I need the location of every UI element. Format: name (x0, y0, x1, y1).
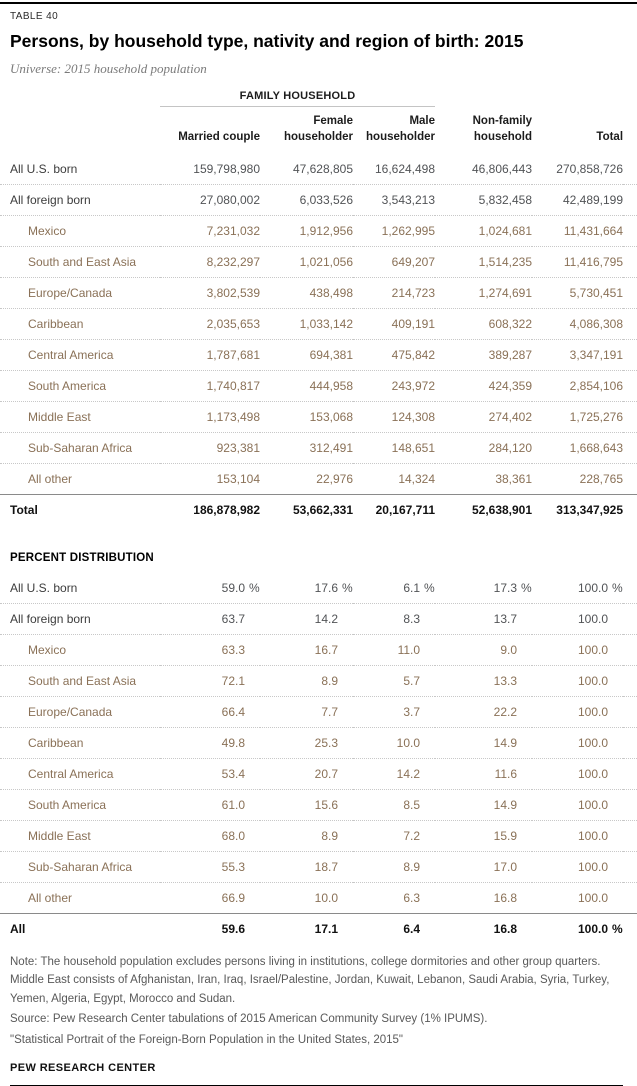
cell-value: 124,308 (391, 410, 436, 425)
row-label: Mexico (28, 643, 67, 658)
row-label: All U.S. born (10, 162, 78, 177)
count-row-mexico (0, 216, 637, 247)
cell-value: 72.1 (221, 674, 245, 689)
cell-value: 100.0 (578, 860, 609, 875)
group-header-row (0, 90, 637, 107)
top-rule (0, 2, 637, 4)
percent-row-caribbean (0, 728, 637, 759)
row-label: Total (10, 503, 38, 518)
column-header-non-family-household: Non-family household (472, 115, 533, 143)
row-spacer (623, 821, 637, 852)
row-spacer (623, 309, 637, 340)
table-header (0, 90, 637, 154)
cell-value: 153,104 (216, 472, 260, 487)
percent-sign: % (424, 581, 435, 596)
cell-value: 42,489,199 (562, 193, 624, 208)
cell-value: 228,765 (579, 472, 624, 487)
cell-value: 16.7 (314, 643, 338, 658)
cell-value: 66.4 (221, 705, 245, 720)
cell-value: 100.0 % (578, 922, 623, 937)
cell-value: 100.0 (578, 612, 609, 627)
cell-value: 100.0 (578, 674, 609, 689)
count-row-all-foreign-born (0, 185, 637, 216)
row-label: South America (28, 379, 107, 394)
percent-section-header (0, 525, 637, 573)
row-spacer (623, 154, 637, 185)
cell-value: 186,878,982 (193, 503, 260, 518)
row-label: Mexico (28, 224, 67, 239)
cell-value: 312,491 (309, 441, 353, 456)
cell-value: 14,324 (398, 472, 436, 487)
row-label: Central America (28, 348, 114, 363)
cell-value: 8,232,297 (206, 255, 260, 270)
row-label: South America (28, 798, 107, 813)
row-spacer (623, 340, 637, 371)
row-spacer (623, 433, 637, 464)
cell-value: 243,972 (391, 379, 436, 394)
cell-value: 63.7 (221, 612, 245, 627)
row-label: Caribbean (28, 317, 84, 332)
cell-value: 17.1 (314, 922, 338, 937)
cell-value: 16.8 (493, 891, 518, 906)
cell-value: 8.5 (403, 798, 421, 813)
row-label: All foreign born (10, 193, 91, 208)
row-spacer (623, 635, 637, 666)
cell-value: 55.3 (221, 860, 245, 875)
row-spacer (623, 495, 637, 526)
cell-value: 274,402 (488, 410, 533, 425)
table-footer (10, 953, 623, 1086)
cell-value: 59.0 % (221, 581, 260, 596)
cell-value: 7.7 (321, 705, 338, 720)
percent-row-sub-saharan-africa (0, 852, 637, 883)
source-text: Source: Pew Research Center tabulations of 2015 American Community Survey (1% IPUMS). (10, 1013, 488, 1026)
count-row-all-other (0, 464, 637, 495)
cell-value: 424,359 (488, 379, 533, 394)
row-spacer (623, 247, 637, 278)
cell-value: 649,207 (391, 255, 436, 270)
cell-value: 63.3 (221, 643, 245, 658)
cell-value: 3,543,213 (381, 193, 436, 208)
row-spacer (623, 759, 637, 790)
row-spacer (623, 914, 637, 945)
row-spacer (623, 883, 637, 914)
cell-value: 6.1 % (403, 581, 435, 596)
cell-value: 49.8 (221, 736, 245, 751)
count-row-central-america (0, 340, 637, 371)
count-row-europe-canada (0, 278, 637, 309)
cell-value: 608,322 (488, 317, 533, 332)
row-spacer (623, 604, 637, 635)
group-header-spacer-right (623, 90, 637, 107)
row-spacer (623, 185, 637, 216)
pew-research-center-wordmark: PEW RESEARCH CENTER (10, 1061, 156, 1074)
row-spacer (623, 666, 637, 697)
percent-row-europe-canada (0, 697, 637, 728)
cell-value: 1,912,956 (299, 224, 353, 239)
cell-value: 14.9 (493, 798, 518, 813)
citation-text: "Statistical Portrait of the Foreign-Born Population in the United States, 2015" (10, 1033, 403, 1046)
row-label: Middle East (28, 829, 91, 844)
row-spacer (623, 790, 637, 821)
cell-value: 46,806,443 (471, 162, 533, 177)
cell-value: 2,854,106 (569, 379, 624, 394)
cell-value: 17.6 % (314, 581, 353, 596)
percent-sign: % (342, 581, 353, 596)
percent-section (0, 573, 637, 944)
row-label: All other (28, 891, 73, 906)
report-table-page (0, 2, 637, 1074)
count-row-south-and-east-asia (0, 247, 637, 278)
cell-value: 5,832,458 (478, 193, 533, 208)
row-spacer (623, 216, 637, 247)
cell-value: 3.7 (403, 705, 421, 720)
row-label: All foreign born (10, 612, 91, 627)
cell-value: 17.0 (493, 860, 518, 875)
cell-value: 59.6 (221, 922, 245, 937)
cell-value: 53,662,331 (292, 503, 353, 518)
percent-row-middle-east (0, 821, 637, 852)
cell-value: 100.0 (578, 798, 609, 813)
cell-value: 100.0 (578, 643, 609, 658)
column-header-female-householder: Female householder (283, 115, 353, 143)
cell-value: 9.0 (500, 643, 518, 658)
cell-value: 100.0 % (578, 581, 623, 596)
cell-value: 1,725,276 (569, 410, 624, 425)
group-header-spacer-total (532, 90, 623, 107)
row-label: All U.S. born (10, 581, 78, 596)
household-type-table (0, 90, 637, 944)
cell-value: 11,416,795 (563, 255, 624, 270)
cell-value: 1,787,681 (206, 348, 260, 363)
count-row-total (0, 495, 637, 526)
row-spacer (623, 697, 637, 728)
cell-value: 923,381 (216, 441, 260, 456)
cell-value: 1,514,235 (478, 255, 533, 270)
count-row-sub-saharan-africa (0, 433, 637, 464)
cell-value: 22,976 (316, 472, 353, 487)
cell-value: 68.0 (221, 829, 245, 844)
cell-value: 22.2 (493, 705, 518, 720)
cell-value: 1,274,691 (478, 286, 533, 301)
cell-value: 66.9 (221, 891, 245, 906)
row-label: South and East Asia (28, 255, 137, 270)
cell-value: 8.3 (403, 612, 421, 627)
row-label: Sub-Saharan Africa (28, 860, 133, 875)
cell-value: 6.4 (403, 922, 421, 937)
row-label: South and East Asia (28, 674, 137, 689)
percent-sign: % (521, 581, 532, 596)
count-row-caribbean (0, 309, 637, 340)
cell-value: 475,842 (391, 348, 436, 363)
cell-value: 444,958 (309, 379, 353, 394)
table-number-label: TABLE 40 (10, 11, 59, 22)
cell-value: 1,668,643 (569, 441, 624, 456)
cell-value: 8.9 (321, 674, 338, 689)
cell-value: 100.0 (578, 829, 609, 844)
family-household-group-header: FAMILY HOUSEHOLD (160, 90, 435, 107)
cell-value: 284,120 (488, 441, 533, 456)
percent-row-south-america (0, 790, 637, 821)
cell-value: 52,638,901 (471, 503, 533, 518)
cell-value: 3,347,191 (569, 348, 624, 363)
row-label: Central America (28, 767, 114, 782)
cell-value: 20,167,711 (375, 503, 436, 518)
percent-distribution-label: PERCENT DISTRIBUTION (10, 552, 154, 565)
cell-value: 1,173,498 (206, 410, 260, 425)
row-label: Europe/Canada (28, 286, 113, 301)
cell-value: 8.9 (403, 860, 421, 875)
cell-value: 100.0 (578, 891, 609, 906)
column-header-married-couple: Married couple (178, 130, 260, 143)
column-header-male-householder: Male householder (366, 115, 436, 143)
cell-value: 15.6 (314, 798, 338, 813)
cell-value: 13.3 (493, 674, 518, 689)
cell-value: 100.0 (578, 705, 609, 720)
percent-sign: % (612, 922, 623, 937)
percent-sign: % (612, 581, 623, 596)
cell-value: 4,086,308 (569, 317, 624, 332)
cell-value: 1,262,995 (381, 224, 436, 239)
cell-value: 8.9 (321, 829, 338, 844)
group-header-spacer-nonfamily (435, 90, 532, 107)
cell-value: 438,498 (309, 286, 353, 301)
cell-value: 11.6 (494, 767, 518, 782)
cell-value: 11.0 (397, 643, 421, 658)
counts-section (0, 154, 637, 525)
cell-value: 159,798,980 (193, 162, 260, 177)
cell-value: 270,858,726 (556, 162, 624, 177)
cell-value: 1,033,142 (299, 317, 353, 332)
page-title: Persons, by household type, nativity and region of birth: 2015 (10, 31, 524, 51)
row-spacer (623, 402, 637, 433)
row-spacer (623, 278, 637, 309)
cell-value: 14.2 (314, 612, 338, 627)
cell-value: 214,723 (391, 286, 436, 301)
cell-value: 2,035,653 (206, 317, 260, 332)
cell-value: 6,033,526 (299, 193, 353, 208)
cell-value: 1,740,817 (206, 379, 260, 394)
row-label: All other (28, 472, 73, 487)
cell-value: 6.3 (403, 891, 421, 906)
count-row-middle-east (0, 402, 637, 433)
cell-value: 16,624,498 (374, 162, 436, 177)
cell-value: 5.7 (403, 674, 421, 689)
percent-row-central-america (0, 759, 637, 790)
cell-value: 11,431,664 (563, 224, 624, 239)
cell-value: 16.8 (493, 922, 518, 937)
row-label: Middle East (28, 410, 91, 425)
column-header-total: Total (596, 130, 624, 143)
cell-value: 100.0 (578, 767, 609, 782)
cell-value: 17.3 % (493, 581, 532, 596)
cell-value: 153,068 (309, 410, 353, 425)
row-label: Sub-Saharan Africa (28, 441, 133, 456)
cell-value: 38,361 (495, 472, 533, 487)
row-spacer (623, 464, 637, 495)
percent-row-all-other (0, 883, 637, 914)
cell-value: 10.0 (396, 736, 421, 751)
cell-value: 409,191 (391, 317, 436, 332)
column-header-spacer (623, 107, 637, 155)
cell-value: 27,080,002 (199, 193, 260, 208)
cell-value: 7.2 (403, 829, 421, 844)
cell-value: 47,628,805 (292, 162, 353, 177)
cell-value: 1,021,056 (299, 255, 353, 270)
cell-value: 53.4 (221, 767, 245, 782)
cell-value: 14.2 (396, 767, 421, 782)
group-header-spacer-left (0, 90, 160, 107)
cell-value: 18.7 (314, 860, 338, 875)
cell-value: 3,802,539 (206, 286, 260, 301)
count-row-south-america (0, 371, 637, 402)
cell-value: 148,651 (391, 441, 436, 456)
percent-row-all-foreign-born (0, 604, 637, 635)
cell-value: 100.0 (578, 736, 609, 751)
row-label: Caribbean (28, 736, 84, 751)
row-label: Europe/Canada (28, 705, 113, 720)
percent-row-all-u-s-born (0, 573, 637, 604)
cell-value: 1,024,681 (478, 224, 533, 239)
cell-value: 14.9 (493, 736, 518, 751)
cell-value: 7,231,032 (206, 224, 260, 239)
count-row-all-u-s-born (0, 154, 637, 185)
percent-sign: % (249, 581, 260, 596)
cell-value: 25.3 (314, 736, 338, 751)
percent-row-all (0, 914, 637, 945)
percent-row-mexico (0, 635, 637, 666)
cell-value: 13.7 (493, 612, 518, 627)
cell-value: 20.7 (314, 767, 338, 782)
universe-subtitle: Universe: 2015 household population (10, 61, 207, 76)
cell-value: 5,730,451 (569, 286, 624, 301)
column-header-row (0, 107, 637, 155)
percent-distribution-header-row (0, 525, 637, 573)
percent-row-south-and-east-asia (0, 666, 637, 697)
column-header-rowlabels (0, 107, 160, 155)
row-spacer (623, 573, 637, 604)
row-spacer (623, 371, 637, 402)
footnote-text: Note: The household population excludes persons living in institutions, college dormitories and other group quarters. Middle East consists of Afghanistan, Iran, Iraq, Israel/Palestine, Jordan, Kuwait, Lebanon, Saudi Arabia, Syria, Turkey, Yemen, Algeria, Egypt, Morocco and Sudan. (10, 956, 610, 1005)
row-spacer (623, 728, 637, 759)
cell-value: 389,287 (488, 348, 533, 363)
cell-value: 694,381 (309, 348, 353, 363)
cell-value: 61.0 (221, 798, 245, 813)
cell-value: 313,347,925 (556, 503, 624, 518)
cell-value: 10.0 (314, 891, 338, 906)
cell-value: 15.9 (493, 829, 518, 844)
row-spacer (623, 852, 637, 883)
row-label: All (10, 922, 26, 937)
